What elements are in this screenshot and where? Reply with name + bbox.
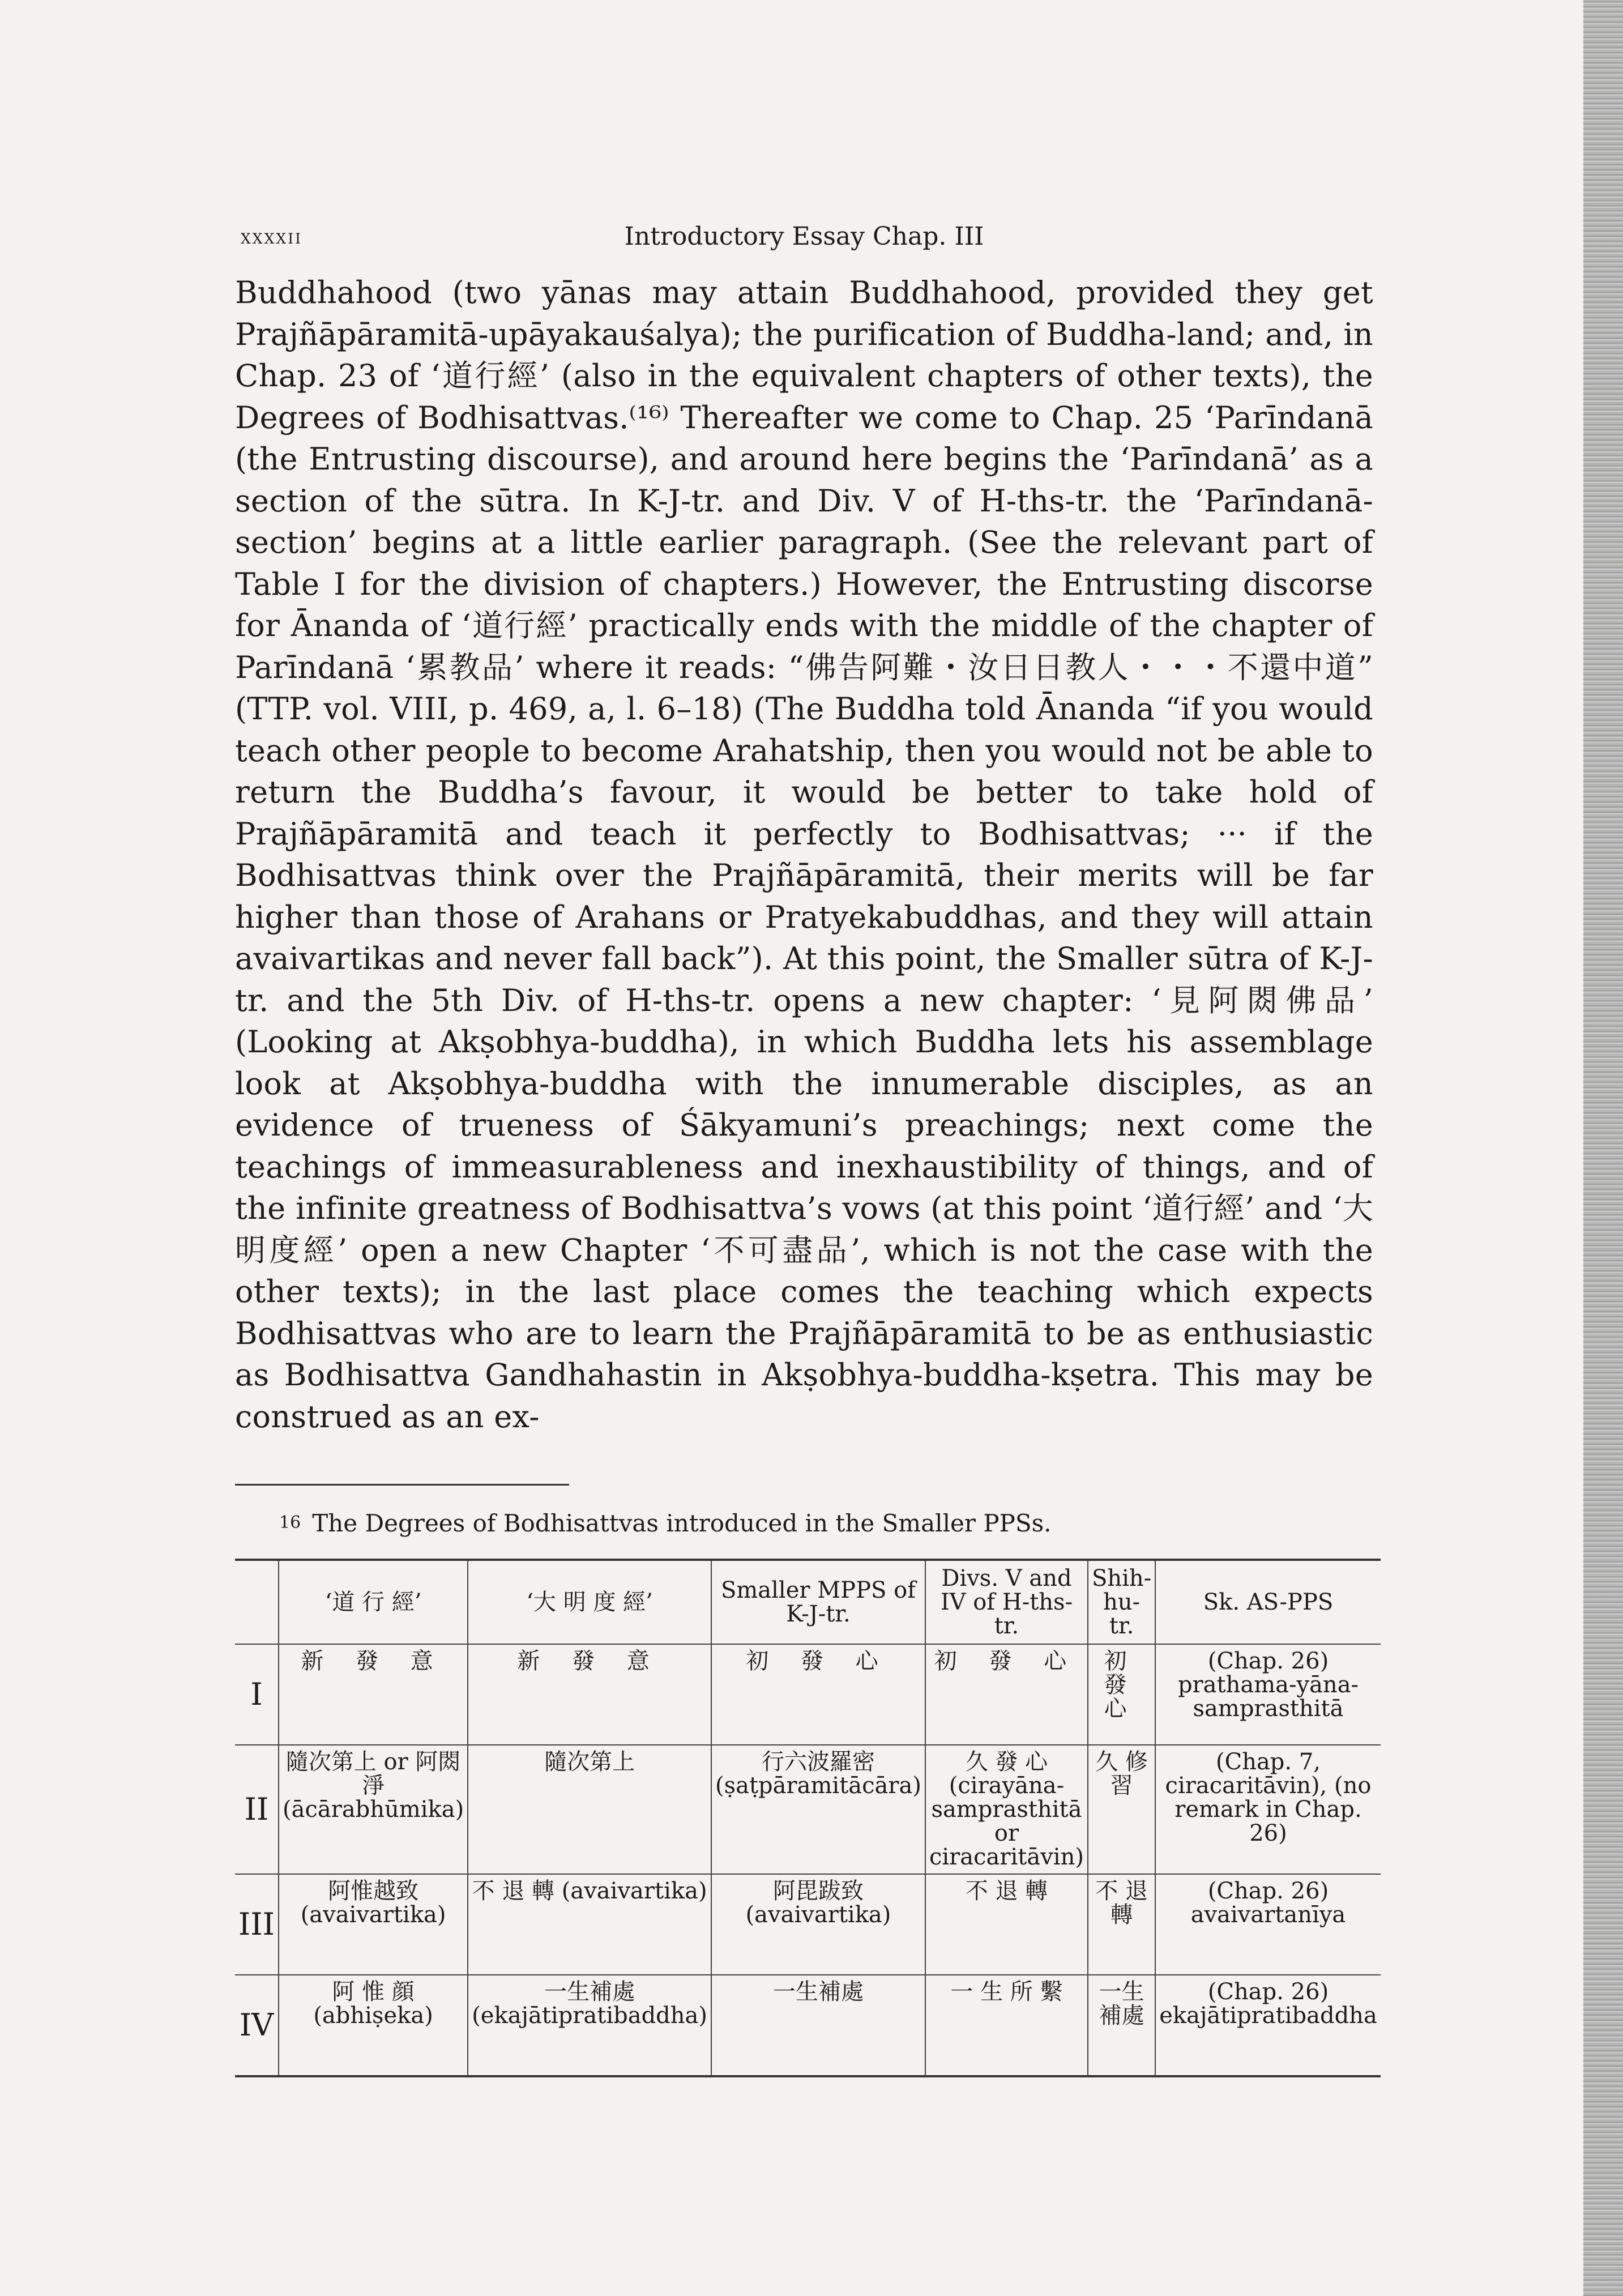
table-cell: 不 退 轉 (avaivartika) — [468, 1874, 711, 1975]
page-number: xxxxii — [241, 225, 302, 249]
table-cell: 初 發 心 — [1088, 1644, 1155, 1745]
body-paragraph: Buddhahood (two yānas may attain Buddhahood, provided they get Prajñāpāramitā-upāyakauśalya); the purification of Buddha-land; and, in Chap. 23 of ‘道行經’ (also in the equivalent chapters of other texts), the Degrees of Bodhisattvas.⁽¹⁶⁾ Thereafter we come to Chap. 25 ‘Parīndanā (the Entrusting discourse), and around here begins the ‘Parīndanā’ as a section of the sūtra. In K-J-tr. and Div. V of H-ths-tr. the ‘Parīndanā-section’ begins at a little earlier paragraph. (See the relevant part of Table I for the division of chapters.) However, the Entrusting discorse for Ānanda of ‘道行經’ practically ends with the middle of the chapter of Parīndanā ‘累教品’ where it reads: “佛告阿難・汝日日教人・・・不還中道” (TTP. vol. VIII, p. 469, a, l. 6–18) (The Buddha told Ānanda “if you would teach other people to become Arahatship, then you would not be able to return the Buddha’s favour, it would be better to take hold of Prajñāpāramitā and teach it perfectly to Bodhisattvas; ··· if the Bodhisattvas think over the Prajñāpāramitā, their merits will be far higher than those of Arahans or Pratyekabuddhas, and they will attain avaivartikas and never fall back”). At this point, the Smaller sūtra of K-J-tr. and the 5th Div. of H-ths-tr. opens a new chapter: ‘見阿閦佛品’ (Looking at Akṣobhya-buddha), in which Buddha lets his assemblage look at Akṣobhya-buddha with the innumerable disciples, as an evidence of trueness of Śākyamuni’s preachings; next come the teachings of immeasurableness and inexhaustibility of things, and of the infinite greatness of Bodhisattva’s vows (at this point ‘道行經’ and ‘大明度經’ open a new Chapter ‘不可盡品’, which is not the case with the other texts); in the last place comes the teaching which expects Bodhisattvas who are to learn the Prajñāpāramitā to be as enthusiastic as Bodhisattva Gandhahastin in Akṣobhya-buddha-kṣetra. This may be construed as an ex- — [235, 275, 1373, 1435]
table-cell: 久 修 習 — [1088, 1745, 1155, 1874]
table-cell: 不 退 轉 — [1088, 1874, 1155, 1975]
table-header: Sk. AS-PPS — [1155, 1560, 1381, 1644]
table-cell: 阿 惟 顔 (abhiṣeka) — [279, 1975, 468, 2076]
table-cell: 不 退 轉 — [925, 1874, 1088, 1975]
table-cell: 新 發 意 — [468, 1644, 711, 1745]
table-row — [235, 1975, 1381, 2076]
table-cell: (Chap. 26) avaivartanīya — [1155, 1874, 1381, 1975]
footnote-text: The Degrees of Bodhisattvas introduced in the Smaller PPSs. — [312, 1509, 1052, 1537]
running-head — [235, 215, 1373, 255]
table-row — [235, 1644, 1381, 1745]
table-cell: 一生補處 (ekajātipratibaddha) — [468, 1975, 711, 2076]
table-header: Shih-hu-tr. — [1088, 1560, 1155, 1644]
table-cell: (Chap. 26) ekajātipratibaddha — [1155, 1975, 1381, 2076]
table-cell: 一 生 所 繫 — [925, 1975, 1088, 2076]
body-text — [235, 272, 1373, 1437]
table-cell: 久 發 心 (cirayāna-samprasthitā or ciracaritāvin) — [925, 1745, 1088, 1874]
table-row — [235, 1745, 1381, 1874]
table-cell: 阿毘跋致 (avaivartika) — [711, 1874, 925, 1975]
table-cell: 一生補處 — [1088, 1975, 1155, 2076]
table-header-row — [235, 1560, 1381, 1644]
footnote — [279, 1507, 1373, 1539]
footnote-rule — [235, 1484, 569, 1486]
table-row — [235, 1874, 1381, 1975]
table-cell: III — [235, 1874, 279, 1975]
scan-edge — [1583, 0, 1623, 2296]
table-cell: I — [235, 1644, 279, 1745]
table-cell: 新 發 意 — [279, 1644, 468, 1745]
table-cell: 阿惟越致 (avaivartika) — [279, 1874, 468, 1975]
table-cell: (Chap. 26) prathama-yāna-samprasthitā — [1155, 1644, 1381, 1745]
table-cell: IV — [235, 1975, 279, 2076]
page — [235, 215, 1377, 2077]
table-cell: 初 發 心 — [711, 1644, 925, 1745]
table-header: Smaller MPPS of K-J-tr. — [711, 1560, 925, 1644]
degrees-table — [235, 1559, 1381, 2077]
table-cell: 隨次第上 or 阿閦淨 (ācārabhūmika) — [279, 1745, 468, 1874]
footnote-number: 16 — [279, 1513, 301, 1533]
table-header: ‘道 行 經’ — [279, 1560, 468, 1644]
table-cell: (Chap. 7, ciracaritāvin), (no remark in Chap. 26) — [1155, 1745, 1381, 1874]
table-header — [235, 1560, 279, 1644]
table-cell: 初 發 心 — [925, 1644, 1088, 1745]
table-header: Divs. V and IV of H-ths-tr. — [925, 1560, 1088, 1644]
table-cell: 一生補處 — [711, 1975, 925, 2076]
table-cell: II — [235, 1745, 279, 1874]
table-cell: 行六波羅密 (ṣaṭpāramitācāra) — [711, 1745, 925, 1874]
running-title: Introductory Essay Chap. III — [624, 222, 984, 251]
table-header: ‘大 明 度 經’ — [468, 1560, 711, 1644]
table-cell: 隨次第上 — [468, 1745, 711, 1874]
